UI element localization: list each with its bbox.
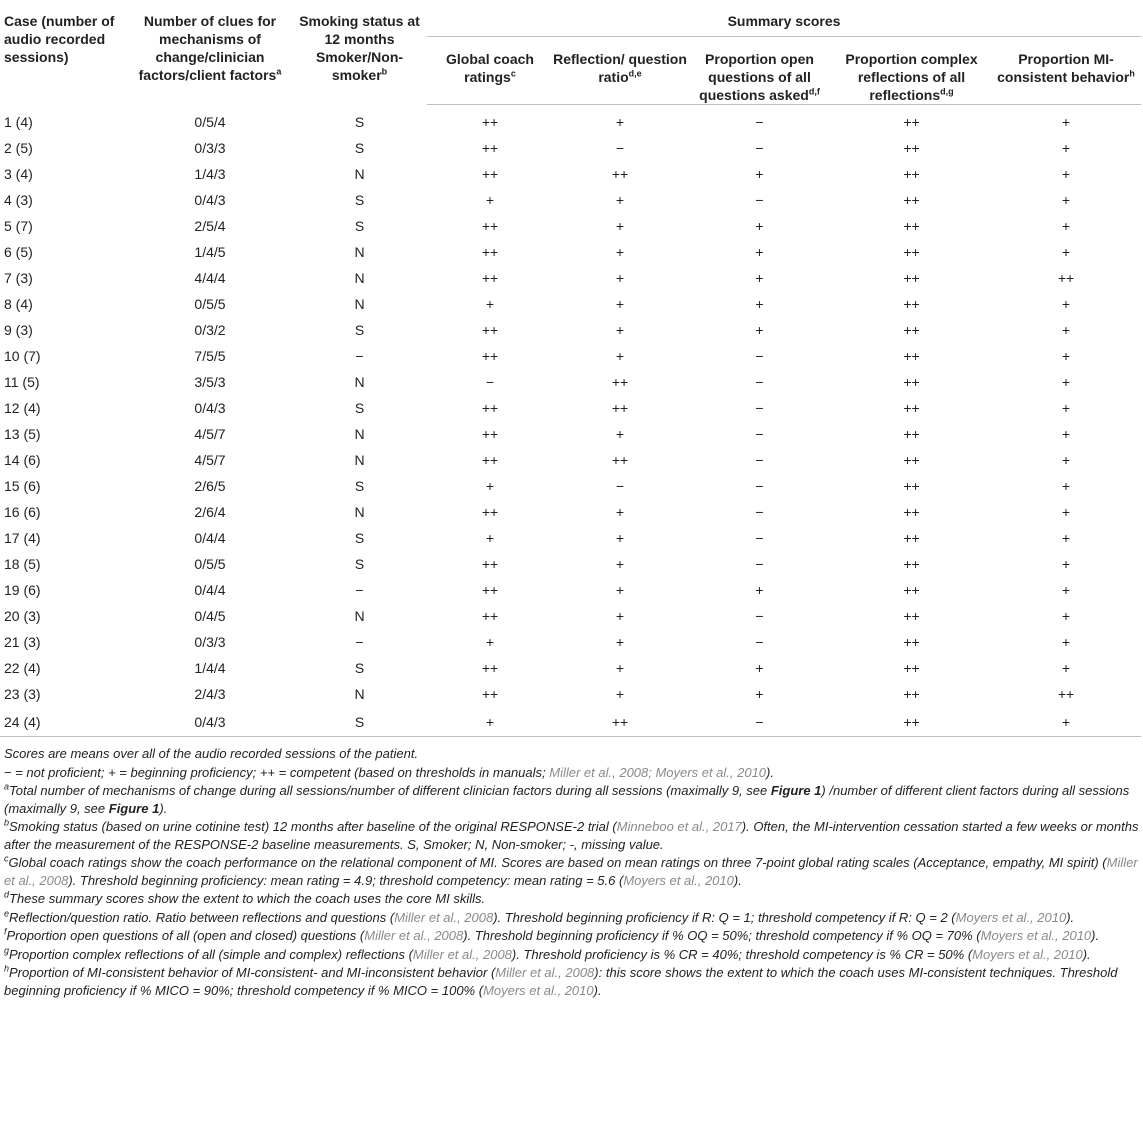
case-cell: 15 (6) <box>4 478 41 494</box>
reflection-cell: ++ <box>611 452 629 468</box>
reflection-cell: + <box>615 114 625 130</box>
footnote-marker: d,e <box>628 68 642 79</box>
open-questions-cell: − <box>755 530 764 546</box>
case-cell: 1 (4) <box>4 113 33 130</box>
global-cell: ++ <box>481 556 499 572</box>
open-questions-cell: − <box>755 504 764 520</box>
smoking-cell: N <box>354 426 365 442</box>
reflection-cell: + <box>615 296 625 312</box>
smoking-cell: S <box>292 707 427 737</box>
footnote-marker: c <box>4 853 9 864</box>
citation-link[interactable]: Miller et al., 2008 <box>364 928 464 943</box>
clues-cell: 0/5/4 <box>194 113 226 130</box>
reflection-cell: ++ <box>553 707 687 737</box>
reflection-cell: + <box>615 348 625 364</box>
reflection-cell: + <box>615 686 625 702</box>
case-cell: 13 (5) <box>4 426 41 442</box>
smoking-cell: N <box>354 686 365 702</box>
footnote <box>4 964 1139 999</box>
complex-reflections-cell: ++ <box>903 504 920 520</box>
mi-consistent-cell: ++ <box>1057 686 1075 702</box>
open-questions-cell: − <box>755 608 764 624</box>
open-questions-cell: + <box>755 166 764 182</box>
global-cell: ++ <box>481 322 499 338</box>
mi-consistent-cell: + <box>1061 348 1071 364</box>
footnote-text: Global coach ratings show the coach performance on the relational component of MI. Scores are based on mean ratings on three 7-point global rating scales (Acceptance, empathy, MI spirit) ( <box>8 855 1107 870</box>
global-cell: + <box>485 530 495 546</box>
global-cell: ++ <box>481 400 499 416</box>
open-questions-cell: − <box>755 634 764 650</box>
table-row <box>0 187 1141 213</box>
table-row <box>0 681 1141 707</box>
complex-reflections-cell: ++ <box>903 426 920 442</box>
global-cell: − <box>485 374 495 390</box>
complex-reflections-cell: ++ <box>832 707 991 737</box>
clues-cell: 0/4/3 <box>128 707 292 737</box>
global-cell: ++ <box>481 452 499 468</box>
citation-link[interactable]: Moyers et al., 2010 <box>483 982 594 998</box>
reflection-cell: − <box>615 478 625 494</box>
header-case <box>0 0 128 105</box>
citation-link[interactable]: Miller et al., 2008 <box>495 965 595 980</box>
header-summary-scores <box>427 0 1141 37</box>
table-row <box>0 105 1141 136</box>
open-questions-cell: + <box>755 660 764 676</box>
header-global-label: Global coach ratings <box>446 51 534 85</box>
global-cell: + <box>485 296 495 312</box>
clues-cell: 0/4/5 <box>194 608 226 624</box>
case-cell: 18 (5) <box>4 556 41 572</box>
reflection-cell: ++ <box>611 166 629 182</box>
header-reflection-ratio <box>553 37 687 105</box>
clues-cell: 4/5/7 <box>194 426 226 442</box>
table-row <box>0 317 1141 343</box>
mi-consistent-cell: + <box>1061 634 1071 650</box>
complex-reflections-cell: ++ <box>903 192 920 208</box>
global-cell: ++ <box>481 140 499 156</box>
smoking-cell: S <box>354 140 365 156</box>
case-cell: 19 (6) <box>4 582 41 598</box>
complex-reflections-cell: ++ <box>903 530 920 546</box>
global-cell: ++ <box>481 608 499 624</box>
table-row <box>0 395 1141 421</box>
footnote-text: Proportion complex reflections of all (simple and complex) reflections ( <box>9 946 413 962</box>
table-row <box>0 499 1141 525</box>
footnote-text: Proportion open questions of all (open and closed) questions ( <box>6 928 365 943</box>
smoking-cell: N <box>354 374 365 390</box>
global-cell: ++ <box>481 504 499 520</box>
open-questions-cell: − <box>755 114 764 130</box>
smoking-cell: − <box>355 348 364 364</box>
smoking-cell: N <box>354 296 365 312</box>
open-questions-cell: + <box>755 270 764 286</box>
table-row <box>0 421 1141 447</box>
footnote <box>4 854 1139 889</box>
case-cell: 17 (4) <box>4 530 41 546</box>
footnote <box>4 909 1139 927</box>
case-cell: 16 (6) <box>4 504 41 520</box>
open-questions-cell: − <box>755 478 764 494</box>
smoking-cell: S <box>354 400 365 416</box>
global-cell: ++ <box>481 426 499 442</box>
reflection-cell: + <box>615 660 625 676</box>
case-cell: 2 (5) <box>4 140 33 156</box>
complex-reflections-cell: ++ <box>903 166 920 182</box>
mi-consistent-cell: + <box>1061 556 1071 572</box>
global-cell: + <box>485 478 495 494</box>
clues-cell: 1/4/3 <box>194 166 226 182</box>
table-footnotes <box>0 737 1143 999</box>
footnote-marker: a <box>276 66 282 77</box>
footnote-text: ). <box>733 872 742 888</box>
open-questions-cell: − <box>755 452 764 468</box>
mi-consistent-cell: + <box>1061 582 1071 598</box>
global-cell: ++ <box>481 218 499 234</box>
reflection-cell: ++ <box>611 374 629 390</box>
case-cell: 12 (4) <box>4 400 41 416</box>
table-row <box>0 655 1141 681</box>
complex-reflections-cell: ++ <box>903 400 920 416</box>
complex-reflections-cell: ++ <box>903 478 920 494</box>
open-questions-cell: − <box>687 707 832 737</box>
global-cell: ++ <box>481 348 499 364</box>
case-cell: 9 (3) <box>4 322 33 338</box>
complex-reflections-cell: ++ <box>903 556 920 572</box>
reflection-cell: − <box>615 140 625 156</box>
case-cell: 24 (4) <box>0 707 128 737</box>
footnote-text: ). <box>1066 909 1075 925</box>
footnote-marker: h <box>1129 68 1135 79</box>
complex-reflections-cell: ++ <box>903 270 920 286</box>
clues-cell: 1/4/5 <box>194 244 226 260</box>
table-row <box>0 525 1141 551</box>
table-row <box>0 551 1141 577</box>
citation-link[interactable]: Moyers et al., 2010 <box>980 928 1092 943</box>
footnote-text: ). Threshold proficiency is % CR = 40%; threshold competency is % CR = 50% ( <box>511 946 973 962</box>
header-clues-label: Number of clues for mechanisms of change/clinician factors/client factors <box>138 13 277 83</box>
header-smoking <box>292 0 427 105</box>
footnote-text: ). <box>159 800 168 816</box>
clues-cell: 1/4/4 <box>194 660 226 676</box>
header-reflection-label: Reflection/ question ratio <box>553 51 687 85</box>
complex-reflections-cell: ++ <box>903 218 920 234</box>
case-cell: 23 (3) <box>4 686 41 702</box>
footnote-marker: c <box>510 68 516 79</box>
reflection-cell: + <box>615 634 625 650</box>
footnote-text: Scores are means over all of the audio recorded sessions of the patient. <box>4 746 419 761</box>
smoking-cell: S <box>354 530 365 546</box>
footnote-text: Proportion of MI-consistent behavior of MI-consistent- and MI-inconsistent behavior ( <box>9 965 496 980</box>
citation-link[interactable]: Minneboo et al., 2017 <box>616 819 742 834</box>
mi-consistent-cell: + <box>991 707 1141 737</box>
mi-consistent-cell: + <box>1061 530 1071 546</box>
complex-reflections-cell: ++ <box>903 244 920 260</box>
smoking-cell: S <box>354 192 365 208</box>
table-row <box>0 447 1141 473</box>
case-cell: 14 (6) <box>4 452 41 468</box>
header-complex-reflections <box>832 37 991 105</box>
citation-link[interactable]: Moyers et al., 2010 <box>623 872 734 888</box>
case-cell: 3 (4) <box>4 166 33 182</box>
clues-cell: 0/5/5 <box>194 296 226 312</box>
footnote-text: ). <box>593 982 602 998</box>
footnote-text: Reflection/question ratio. Ratio between reflections and questions ( <box>9 909 395 925</box>
footnote <box>4 818 1139 853</box>
smoking-cell: N <box>354 270 365 286</box>
table-row <box>0 161 1141 187</box>
header-smoking-label: Smoking status at 12 months Smoker/Non-smoker <box>299 13 420 83</box>
complex-reflections-cell: ++ <box>903 348 920 364</box>
header-global-coach <box>427 37 553 105</box>
table-row <box>0 291 1141 317</box>
footnote-text: ). <box>1091 928 1100 943</box>
reflection-cell: + <box>615 244 625 260</box>
open-questions-cell: − <box>755 426 764 442</box>
reflection-cell: + <box>615 426 625 442</box>
reflection-cell: + <box>615 270 625 286</box>
smoking-cell: − <box>355 582 364 598</box>
footnote-text: − = not proficient; + = beginning proficiency; ++ = competent (based on thresholds in manuals; <box>4 764 550 780</box>
citation-link[interactable]: Miller et al., 2008 <box>394 909 494 925</box>
smoking-cell: N <box>354 504 365 520</box>
smoking-cell: S <box>354 113 365 130</box>
global-cell: + <box>485 634 495 650</box>
footnote-marker: d <box>4 889 10 900</box>
open-questions-cell: − <box>755 556 764 572</box>
mi-consistent-cell: + <box>1061 504 1071 520</box>
citation-link[interactable]: Miller et al., 2008 <box>4 855 1138 888</box>
citation-link[interactable]: Miller et al., 2008 <box>412 946 512 962</box>
complex-reflections-cell: ++ <box>903 322 920 338</box>
footnote-text: ). Threshold beginning proficiency if % OQ = 50%; threshold competency if % OQ = 70% ( <box>463 928 981 943</box>
case-cell: 5 (7) <box>4 218 33 234</box>
table-row <box>0 369 1141 395</box>
reflection-cell: ++ <box>611 400 629 416</box>
case-cell: 6 (5) <box>4 244 33 260</box>
footnote-marker: d,g <box>940 86 954 97</box>
header-mi-label: Proportion MI-consistent behavior <box>997 51 1130 85</box>
global-cell: + <box>427 707 553 737</box>
mi-consistent-cell: + <box>1061 166 1071 182</box>
open-questions-cell: + <box>755 296 764 312</box>
case-cell: 22 (4) <box>4 660 41 676</box>
clues-cell: 2/5/4 <box>194 218 226 234</box>
mi-consistent-cell: + <box>1061 322 1071 338</box>
complex-reflections-cell: ++ <box>903 452 920 468</box>
open-questions-cell: − <box>755 192 764 208</box>
clues-cell: 0/3/3 <box>194 634 226 650</box>
case-cell: 21 (3) <box>4 634 41 650</box>
footnote-marker: d,f <box>808 86 820 97</box>
mi-consistent-cell: + <box>1061 296 1071 312</box>
open-questions-cell: − <box>755 400 764 416</box>
complex-reflections-cell: ++ <box>903 296 920 312</box>
complex-reflections-cell: ++ <box>903 686 920 702</box>
smoking-cell: S <box>354 660 365 676</box>
figure-reference: Figure 1 <box>770 783 822 798</box>
footnote-marker: f <box>4 926 7 937</box>
smoking-cell: S <box>354 218 365 234</box>
footnote-marker: a <box>4 781 10 792</box>
header-clues <box>128 0 292 105</box>
open-questions-cell: + <box>755 218 764 234</box>
smoking-cell: N <box>354 608 365 624</box>
footnote-text: These summary scores show the extent to which the coach uses the core MI skills. <box>9 891 486 906</box>
case-cell: 11 (5) <box>4 374 40 390</box>
table-row <box>0 343 1141 369</box>
citation-link[interactable]: Moyers et al., 2010 <box>955 909 1067 925</box>
footnote-text: ). Often, the MI-intervention cessation started a few weeks or months after the measurement of the RESPONSE-2 baseline measurements. S, Smoker; N, Non-smoker; -, missing value. <box>4 819 1139 852</box>
case-cell: 7 (3) <box>4 270 33 286</box>
clues-cell: 2/4/3 <box>194 686 226 702</box>
case-cell: 10 (7) <box>4 348 41 364</box>
mi-consistent-cell: + <box>1061 140 1071 156</box>
footnote-text: ). <box>766 764 774 780</box>
clues-cell: 7/5/5 <box>194 348 226 364</box>
header-case-label: Case (number of audio recorded sessions) <box>4 13 115 65</box>
footnote-text: ). Threshold beginning proficiency: mean rating = 4.9; threshold competency: mean rating = 5.6 ( <box>68 872 624 888</box>
open-questions-cell: + <box>755 322 764 338</box>
smoking-cell: S <box>354 556 365 572</box>
mi-consistent-cell: + <box>1061 218 1071 234</box>
figure-reference: Figure 1 <box>108 800 160 816</box>
case-cell: 8 (4) <box>4 296 33 312</box>
case-cell: 20 (3) <box>4 608 41 624</box>
complex-reflections-cell: ++ <box>903 114 920 130</box>
clues-cell: 0/4/4 <box>194 530 226 546</box>
mi-consistent-cell: ++ <box>1057 270 1075 286</box>
citation-link[interactable]: Moyers et al., 2010 <box>972 946 1083 962</box>
reflection-cell: + <box>615 322 625 338</box>
reflection-cell: + <box>615 582 625 598</box>
table-row <box>0 239 1141 265</box>
footnote <box>4 745 1139 763</box>
footnote-marker: e <box>4 908 10 919</box>
footnote-marker: g <box>4 945 10 956</box>
mi-consistent-cell: + <box>1061 452 1071 468</box>
table-body <box>0 105 1141 737</box>
open-questions-cell: − <box>755 140 764 156</box>
global-cell: ++ <box>481 686 499 702</box>
header-open-label: Proportion open questions of all questions asked <box>699 51 814 103</box>
mi-consistent-cell: + <box>1061 426 1071 442</box>
smoking-cell: S <box>354 478 365 494</box>
reflection-cell: + <box>615 218 625 234</box>
mi-consistent-cell: + <box>1061 478 1071 494</box>
clues-cell: 3/5/3 <box>194 374 226 390</box>
clues-cell: 4/5/7 <box>194 452 226 468</box>
footnote-text: ) /number of different client factors during all sessions (maximally 9, see <box>4 783 1130 816</box>
open-questions-cell: + <box>755 582 764 598</box>
mi-consistent-cell: + <box>1061 660 1071 676</box>
clues-cell: 2/6/4 <box>194 504 226 520</box>
table-row <box>0 473 1141 499</box>
mi-consistent-cell: + <box>1061 400 1071 416</box>
table-row <box>0 707 1141 737</box>
clues-cell: 4/4/4 <box>194 270 226 286</box>
complex-reflections-cell: ++ <box>903 140 920 156</box>
mi-consistent-cell: + <box>1061 244 1071 260</box>
clues-cell: 0/5/5 <box>194 556 226 572</box>
table-row <box>0 577 1141 603</box>
reflection-cell: + <box>615 556 625 572</box>
open-questions-cell: + <box>755 686 764 702</box>
table-row <box>0 135 1141 161</box>
global-cell: ++ <box>481 660 499 676</box>
mi-consistent-cell: + <box>1061 192 1071 208</box>
mi-consistent-cell: + <box>1061 114 1071 130</box>
complex-reflections-cell: ++ <box>903 608 920 624</box>
case-cell: 4 (3) <box>4 192 33 208</box>
footnote-text: Smoking status (based on urine cotinine test) 12 months after baseline of the original RESPONSE-2 trial ( <box>9 819 617 834</box>
footnote <box>4 927 1139 945</box>
table-row <box>0 629 1141 655</box>
footnote-text: ): this score shows the extent to which the coach uses MI-consistent techniques. Threshold beginning proficiency if % MICO = 90%; threshold competency if % MICO = 100% ( <box>4 965 1118 998</box>
footnote-text: ). <box>1082 946 1091 962</box>
reflection-cell: + <box>615 192 625 208</box>
header-open-questions <box>687 37 832 105</box>
smoking-cell: − <box>355 634 364 650</box>
footnote <box>4 782 1139 817</box>
header-summary-label: Summary scores <box>727 13 841 29</box>
footnote <box>4 946 1139 964</box>
footnote <box>4 764 1139 782</box>
footnote-marker: b <box>381 66 388 77</box>
global-cell: ++ <box>481 244 499 260</box>
global-cell: ++ <box>481 270 499 286</box>
table-row <box>0 603 1141 629</box>
complex-reflections-cell: ++ <box>903 634 920 650</box>
footnote-text: Total number of mechanisms of change during all sessions/number of different clinician factors during all sessions (maximally 9, see <box>9 783 771 798</box>
reflection-cell: + <box>615 504 625 520</box>
smoking-cell: N <box>354 244 365 260</box>
table-row <box>0 265 1141 291</box>
reflection-cell: + <box>615 608 625 624</box>
footnote-marker: h <box>4 963 10 974</box>
smoking-cell: N <box>354 452 365 468</box>
reflection-cell: + <box>615 530 625 546</box>
open-questions-cell: − <box>755 348 764 364</box>
global-cell: ++ <box>481 114 499 130</box>
footnote-text: ). Threshold beginning proficiency if R: Q = 1; threshold competency if R: Q = 2 ( <box>493 909 956 925</box>
clues-cell: 0/3/3 <box>194 140 226 156</box>
complex-reflections-cell: ++ <box>903 582 920 598</box>
global-cell: ++ <box>481 582 499 598</box>
smoking-cell: N <box>354 166 365 182</box>
clues-cell: 0/4/3 <box>194 400 226 416</box>
header-complex-label: Proportion complex reflections of all reflections <box>845 51 978 103</box>
mi-consistent-cell: + <box>1061 374 1071 390</box>
complex-reflections-cell: ++ <box>903 660 920 676</box>
smoking-cell: S <box>354 322 365 338</box>
global-cell: ++ <box>481 166 499 182</box>
clues-cell: 0/4/4 <box>194 582 226 598</box>
open-questions-cell: − <box>755 374 764 390</box>
footnote-marker: b <box>4 817 10 828</box>
clues-cell: 2/6/5 <box>194 478 226 494</box>
citation-link[interactable]: Miller et al., 2008; Moyers et al., 2010 <box>549 764 767 780</box>
global-cell: + <box>485 192 495 208</box>
footnote <box>4 890 1139 908</box>
clues-cell: 0/4/3 <box>194 192 226 208</box>
table-row <box>0 213 1141 239</box>
mi-consistent-cell: + <box>1061 608 1071 624</box>
open-questions-cell: + <box>755 244 764 260</box>
clues-cell: 0/3/2 <box>194 322 226 338</box>
complex-reflections-cell: ++ <box>903 374 920 390</box>
header-mi-consistent <box>991 37 1141 105</box>
